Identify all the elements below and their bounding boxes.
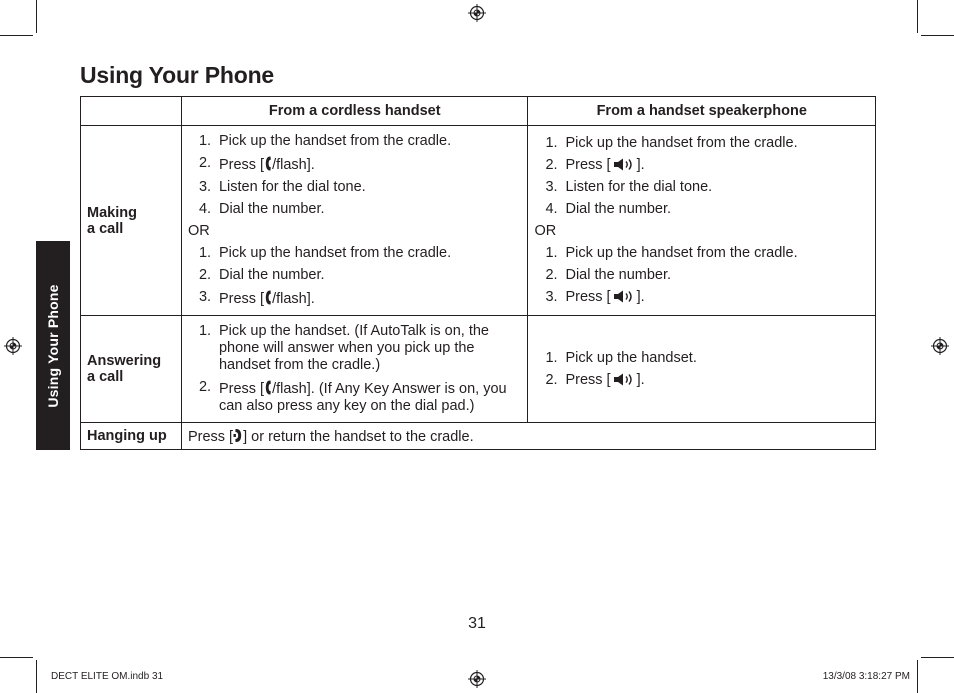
row-label-line: Making bbox=[87, 204, 137, 221]
making-call-handset-cell bbox=[181, 126, 528, 316]
speaker-icon bbox=[611, 157, 637, 172]
answering-call-speaker-cell bbox=[528, 316, 876, 423]
crop-mark bbox=[0, 35, 33, 36]
answering-call-handset-cell bbox=[181, 316, 528, 423]
step-text: Press [ bbox=[565, 157, 611, 173]
list-item: 2. Press [ /flash]. (If Any Key Answer is on, you can also press any key on the dial pad.) bbox=[198, 379, 507, 414]
registration-mark-icon bbox=[468, 4, 486, 22]
step-text: ]. bbox=[636, 157, 645, 173]
list-item: 3. Listen for the dial tone. bbox=[198, 179, 366, 195]
step-text: /flash]. bbox=[272, 291, 315, 307]
or-separator: OR bbox=[187, 223, 210, 239]
instructions-table bbox=[80, 96, 876, 450]
list-item: 2. Dial the number. bbox=[545, 267, 672, 283]
row-label-line: Answering bbox=[87, 353, 162, 369]
step-text: Press [ bbox=[565, 289, 611, 305]
list-item: 2. Press [ ]. bbox=[545, 157, 645, 173]
step-text: Pick up the handset from the cradle. bbox=[565, 135, 798, 151]
speaker-icon bbox=[611, 289, 637, 304]
step-text: ]. bbox=[636, 289, 645, 305]
header-cordless-handset: From a cordless handset bbox=[181, 97, 528, 126]
talk-flash-icon bbox=[264, 155, 272, 172]
row-label-answering-call bbox=[81, 316, 182, 423]
footer-timestamp: 13/3/08 3:18:27 PM bbox=[822, 671, 910, 682]
step-text: /flash]. (If Any Key Answer is on, you can also press any key on the dial pad.) bbox=[218, 381, 507, 414]
step-text: ]. bbox=[636, 371, 645, 388]
registration-mark-icon bbox=[4, 337, 22, 355]
side-section-tab bbox=[36, 241, 70, 450]
list-item: 4. Dial the number. bbox=[198, 201, 325, 217]
list-item: 2. Press [ ]. bbox=[545, 371, 645, 388]
side-tab-label: Using Your Phone bbox=[45, 283, 61, 408]
or-separator: OR bbox=[534, 223, 557, 239]
list-item: 1. Pick up the handset from the cradle. bbox=[545, 245, 798, 261]
crop-mark bbox=[921, 35, 954, 36]
table-row bbox=[81, 126, 876, 316]
steps-list bbox=[534, 350, 869, 389]
step-text: Press [ bbox=[565, 371, 611, 388]
step-text: Press [ bbox=[187, 429, 234, 445]
list-item: 1. Pick up the handset. bbox=[545, 349, 697, 366]
step-text: Dial the number. bbox=[218, 201, 325, 217]
row-label-hanging-up: Hanging up bbox=[81, 423, 182, 450]
registration-mark-icon bbox=[468, 670, 486, 688]
step-text: Pick up the handset from the cradle. bbox=[565, 245, 798, 261]
table-row bbox=[81, 316, 876, 423]
list-item: 3. Press [ ]. bbox=[545, 289, 645, 305]
talk-flash-icon bbox=[264, 289, 272, 306]
header-empty bbox=[81, 97, 182, 126]
end-call-icon bbox=[233, 427, 243, 444]
steps-list bbox=[188, 133, 522, 218]
list-item: 4. Dial the number. bbox=[545, 201, 672, 217]
step-text: Pick up the handset from the cradle. bbox=[218, 245, 452, 261]
step-text: Pick up the handset. bbox=[565, 349, 697, 366]
step-text: /flash]. bbox=[272, 157, 315, 173]
talk-flash-icon bbox=[264, 379, 272, 396]
crop-mark bbox=[917, 0, 918, 33]
crop-mark bbox=[36, 660, 37, 693]
table-row bbox=[81, 423, 876, 450]
steps-list bbox=[534, 135, 869, 218]
step-text: Dial the number. bbox=[218, 267, 325, 283]
step-text: Press [ bbox=[218, 157, 265, 173]
list-item: 1. Pick up the handset. (If AutoTalk is on, the phone will answer when you pick up the handset from the cradle.) bbox=[198, 323, 489, 373]
row-label-line: a call bbox=[87, 220, 124, 237]
table-header-row bbox=[81, 97, 876, 126]
making-call-speaker-cell bbox=[528, 126, 876, 316]
crop-mark bbox=[0, 657, 33, 658]
list-item: 3. Listen for the dial tone. bbox=[545, 179, 713, 195]
steps-list bbox=[534, 245, 869, 306]
crop-mark bbox=[917, 660, 918, 693]
list-item: 2. Press [ /flash]. bbox=[198, 155, 315, 173]
crop-mark bbox=[36, 0, 37, 33]
step-text: Press [ bbox=[218, 381, 265, 397]
page-number: 31 bbox=[468, 615, 486, 632]
footer-file-info: DECT ELITE OM.indb 31 bbox=[51, 671, 164, 682]
list-item: 2. Dial the number. bbox=[198, 267, 325, 283]
registration-mark-icon bbox=[931, 337, 949, 355]
step-text: Press [ bbox=[218, 291, 265, 307]
step-text: ] or return the handset to the cradle. bbox=[243, 429, 474, 445]
step-text: Pick up the handset. (If AutoTalk is on, the phone will answer when you pick up the handset from the cradle.) bbox=[218, 323, 489, 373]
header-speakerphone: From a handset speakerphone bbox=[528, 97, 876, 126]
list-item: 3. Press [ /flash]. bbox=[198, 289, 315, 307]
list-item: 1. Pick up the handset from the cradle. bbox=[198, 133, 452, 149]
row-label-making-call bbox=[81, 126, 182, 316]
step-text: Pick up the handset from the cradle. bbox=[218, 133, 452, 149]
row-label-line: a call bbox=[87, 369, 124, 385]
step-text: Listen for the dial tone. bbox=[565, 179, 713, 195]
steps-list bbox=[188, 323, 522, 415]
crop-mark bbox=[921, 657, 954, 658]
list-item: 1. Pick up the handset from the cradle. bbox=[545, 135, 798, 151]
step-text: Dial the number. bbox=[565, 267, 672, 283]
speaker-icon bbox=[611, 372, 637, 387]
list-item: 1. Pick up the handset from the cradle. bbox=[198, 245, 452, 261]
step-text: Dial the number. bbox=[565, 201, 672, 217]
steps-list bbox=[188, 245, 522, 308]
step-text: Listen for the dial tone. bbox=[218, 179, 366, 195]
page-title: Using Your Phone bbox=[80, 62, 275, 88]
hanging-up-cell bbox=[181, 423, 875, 450]
